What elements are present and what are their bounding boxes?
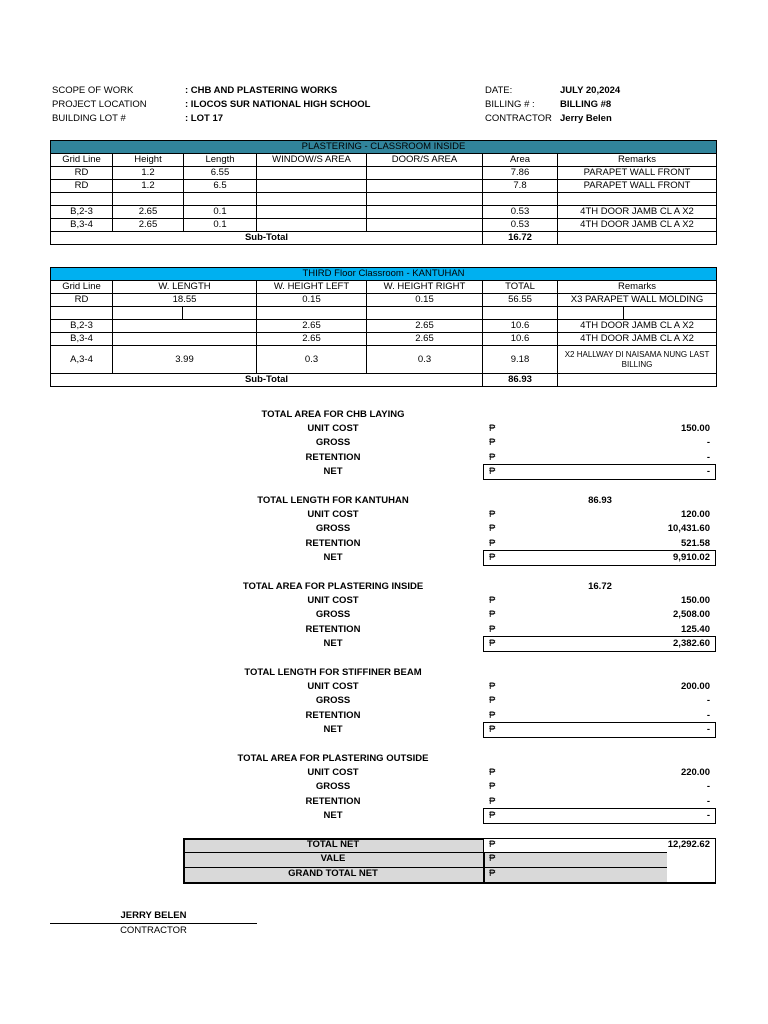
cell: 0.15	[257, 294, 367, 307]
cell: B,2-3	[51, 320, 113, 333]
peso-sign: ₱	[489, 695, 496, 707]
billing-label: BILLING # :	[485, 99, 535, 110]
unit-cost-label: UNIT COST	[307, 595, 359, 606]
kantuhan-table	[50, 267, 717, 387]
column-header: Remarks	[558, 154, 717, 167]
cell: 10.6	[483, 333, 558, 346]
unit-cost-value: 200.00	[680, 681, 710, 692]
cell: 3.99	[113, 346, 257, 374]
cell: 7.8	[483, 180, 558, 193]
column-header: W. LENGTH	[113, 281, 257, 294]
cell: 2.65	[257, 320, 367, 333]
cell: B,2-3	[51, 206, 113, 219]
table-row	[51, 294, 717, 307]
peso-sign: ₱	[489, 451, 496, 463]
peso-sign: ₱	[489, 809, 496, 821]
cell: 2.65	[257, 333, 367, 346]
location-value: : ILOCOS SUR NATIONAL HIGH SCHOOL	[185, 99, 371, 110]
total-net-label: TOTAL NET	[306, 839, 360, 850]
peso-sign: ₱	[489, 868, 496, 879]
subtotal-label: Sub-Total	[51, 374, 483, 387]
peso-sign: ₱	[489, 637, 496, 649]
summary-title: TOTAL LENGTH FOR STIFFINER BEAM	[244, 667, 422, 678]
column-header: Grid Line	[51, 281, 113, 294]
lot-label: BUILDING LOT #	[52, 113, 126, 124]
retention-value: 521.58	[680, 537, 710, 549]
cell	[113, 333, 257, 346]
cell: B,3-4	[51, 333, 113, 346]
cell: 18.55	[113, 294, 257, 307]
gross-value: -	[706, 695, 710, 707]
cell	[624, 307, 717, 320]
net-value: -	[706, 809, 710, 821]
retention-label: RETENTION	[305, 795, 361, 807]
cell	[558, 374, 717, 387]
column-header: Length	[184, 154, 257, 167]
table-title: PLASTERING - CLASSROOM INSIDE	[51, 141, 717, 154]
gross-label: GROSS	[315, 695, 351, 707]
signatory-role: CONTRACTOR	[120, 925, 187, 936]
peso-sign: ₱	[489, 839, 496, 850]
cell	[367, 193, 483, 206]
cell: RD	[51, 167, 113, 180]
cell	[113, 193, 184, 206]
peso-sign: ₱	[489, 767, 496, 778]
cell: 4TH DOOR JAMB CL A X2	[558, 206, 717, 219]
location-label: PROJECT LOCATION	[52, 99, 147, 110]
cell: 0.3	[257, 346, 367, 374]
cell	[483, 193, 558, 206]
retention-label: RETENTION	[305, 623, 361, 635]
cell: RD	[51, 294, 113, 307]
peso-sign: ₱	[489, 681, 496, 692]
cell	[558, 307, 624, 320]
net-box	[483, 722, 716, 738]
peso-sign: ₱	[489, 623, 496, 635]
cell	[483, 307, 558, 320]
grand-total-label: GRAND TOTAL NET	[288, 868, 378, 879]
cell: B,3-4	[51, 219, 113, 232]
column-header: W. HEIGHT LEFT	[257, 281, 367, 294]
unit-cost-label: UNIT COST	[307, 423, 359, 434]
net-label: NET	[323, 551, 343, 563]
summary-quantity: 86.93	[588, 495, 612, 506]
summary-title: TOTAL LENGTH FOR KANTUHAN	[257, 495, 409, 506]
peso-sign: ₱	[489, 509, 496, 520]
net-value: -	[706, 723, 710, 735]
cell	[257, 180, 367, 193]
billing-value: BILLING #8	[560, 99, 612, 110]
unit-cost-label: UNIT COST	[307, 509, 359, 520]
cell: 0.1	[184, 206, 257, 219]
table-header-row	[51, 281, 717, 294]
peso-sign: ₱	[489, 465, 496, 477]
cell: RD	[51, 180, 113, 193]
cell: 0.53	[483, 206, 558, 219]
summary-quantity: 16.72	[588, 581, 612, 592]
cell	[367, 206, 483, 219]
net-box	[483, 636, 716, 652]
scope-value: : CHB AND PLASTERING WORKS	[185, 85, 338, 96]
cell	[184, 193, 257, 206]
net-label: NET	[323, 465, 343, 477]
cell	[257, 167, 367, 180]
column-header: Height	[113, 154, 184, 167]
cell	[257, 307, 367, 320]
cell: 2.65	[367, 333, 483, 346]
retention-value: -	[706, 709, 710, 721]
gross-value: 10,431.60	[667, 523, 710, 535]
net-box	[483, 550, 716, 566]
net-box	[483, 464, 716, 480]
gross-value: -	[706, 781, 710, 793]
table-row	[51, 346, 717, 374]
cell	[367, 167, 483, 180]
cell: 56.55	[483, 294, 558, 307]
retention-label: RETENTION	[305, 451, 361, 463]
gross-value: -	[706, 437, 710, 449]
column-header: Grid Line	[51, 154, 113, 167]
cell	[113, 307, 183, 320]
peso-sign: ₱	[489, 723, 496, 735]
retention-value: -	[706, 451, 710, 463]
signature-line	[50, 923, 257, 924]
retention-label: RETENTION	[305, 537, 361, 549]
cell: 0.1	[184, 219, 257, 232]
cell: 2.65	[367, 320, 483, 333]
retention-value: 125.40	[680, 623, 710, 635]
contractor-label: CONTRACTOR	[485, 113, 552, 124]
cell	[558, 193, 717, 206]
subtotal-label: Sub-Total	[51, 232, 483, 245]
subtotal-row	[51, 232, 717, 245]
unit-cost-value: 220.00	[680, 767, 710, 778]
column-header: WINDOW/S AREA	[257, 154, 367, 167]
subtotal-value: 16.72	[483, 232, 558, 245]
cell	[257, 206, 367, 219]
cell	[183, 307, 257, 320]
net-value: -	[706, 465, 710, 477]
table-row	[51, 307, 717, 320]
peso-sign: ₱	[489, 709, 496, 721]
peso-sign: ₱	[489, 423, 496, 434]
net-label: NET	[323, 723, 343, 735]
cell	[257, 193, 367, 206]
column-header: TOTAL	[483, 281, 558, 294]
cell: 6.5	[184, 180, 257, 193]
cell	[113, 320, 257, 333]
summary-title: TOTAL AREA FOR PLASTERING INSIDE	[242, 581, 424, 592]
cell: 4TH DOOR JAMB CL A X2	[558, 333, 717, 346]
peso-sign: ₱	[489, 523, 496, 535]
table-row	[51, 193, 717, 206]
cell: PARAPET WALL FRONT	[558, 167, 717, 180]
peso-sign: ₱	[489, 551, 496, 563]
scope-label: SCOPE OF WORK	[52, 85, 134, 96]
subtotal-row	[51, 374, 717, 387]
table-row	[51, 333, 717, 346]
peso-sign: ₱	[489, 853, 496, 864]
cell: A,3-4	[51, 346, 113, 374]
contractor-value: Jerry Belen	[560, 113, 612, 124]
summary-title: TOTAL AREA FOR PLASTERING OUTSIDE	[237, 753, 429, 764]
cell: 4TH DOOR JAMB CL A X2	[558, 219, 717, 232]
net-label: NET	[323, 809, 343, 821]
cell: 1.2	[113, 180, 184, 193]
gross-value: 2,508.00	[673, 609, 710, 621]
peso-sign: ₱	[489, 781, 496, 793]
plastering-inside-table	[50, 140, 717, 245]
table-row	[51, 219, 717, 232]
cell	[367, 307, 483, 320]
gross-label: GROSS	[315, 781, 351, 793]
cell: 7.86	[483, 167, 558, 180]
summary-title: TOTAL AREA FOR CHB LAYING	[261, 409, 405, 420]
column-header: W. HEIGHT RIGHT	[367, 281, 483, 294]
lot-value: : LOT 17	[185, 113, 224, 124]
cell	[51, 193, 113, 206]
cell: 0.15	[367, 294, 483, 307]
peso-sign: ₱	[489, 795, 496, 807]
total-net-value: 12,292.62	[667, 839, 710, 850]
cell: 10.6	[483, 320, 558, 333]
cell: X2 HALLWAY DI NAISAMA NUNG LAST BILLING	[558, 346, 717, 374]
cell: 2.65	[113, 219, 184, 232]
cell	[257, 219, 367, 232]
net-box	[483, 808, 716, 824]
cell	[367, 180, 483, 193]
net-value: 9,910.02	[673, 551, 710, 563]
unit-cost-value: 120.00	[680, 509, 710, 520]
peso-sign: ₱	[489, 437, 496, 449]
peso-sign: ₱	[489, 537, 496, 549]
cell	[558, 232, 717, 245]
cell	[51, 307, 113, 320]
column-header: Remarks	[558, 281, 717, 294]
unit-cost-value: 150.00	[680, 423, 710, 434]
vale-label: VALE	[320, 853, 346, 864]
cell: 2.65	[113, 206, 184, 219]
unit-cost-label: UNIT COST	[307, 767, 359, 778]
cell: 0.3	[367, 346, 483, 374]
gross-label: GROSS	[315, 437, 351, 449]
table-row	[51, 180, 717, 193]
column-header: DOOR/S AREA	[367, 154, 483, 167]
subtotal-value: 86.93	[483, 374, 558, 387]
cell: PARAPET WALL FRONT	[558, 180, 717, 193]
table-row	[51, 320, 717, 333]
cell: 1.2	[113, 167, 184, 180]
unit-cost-value: 150.00	[680, 595, 710, 606]
retention-label: RETENTION	[305, 709, 361, 721]
cell: 9.18	[483, 346, 558, 374]
table-row	[51, 206, 717, 219]
net-label: NET	[323, 637, 343, 649]
signatory-name: JERRY BELEN	[120, 910, 187, 921]
cell: 0.53	[483, 219, 558, 232]
table-row	[51, 167, 717, 180]
cell	[367, 219, 483, 232]
cell: 4TH DOOR JAMB CL A X2	[558, 320, 717, 333]
table-title: THIRD Floor Classroom - KANTUHAN	[51, 268, 717, 281]
peso-sign: ₱	[489, 595, 496, 606]
table-header-row	[51, 154, 717, 167]
gross-label: GROSS	[315, 523, 351, 535]
retention-value: -	[706, 795, 710, 807]
gross-label: GROSS	[315, 609, 351, 621]
cell: X3 PARAPET WALL MOLDING	[558, 294, 717, 307]
unit-cost-label: UNIT COST	[307, 681, 359, 692]
date-value: JULY 20,2024	[560, 85, 621, 96]
column-header: Area	[483, 154, 558, 167]
net-value: 2,382.60	[673, 637, 710, 649]
date-label: DATE:	[485, 85, 513, 96]
cell: 6.55	[184, 167, 257, 180]
peso-sign: ₱	[489, 609, 496, 621]
